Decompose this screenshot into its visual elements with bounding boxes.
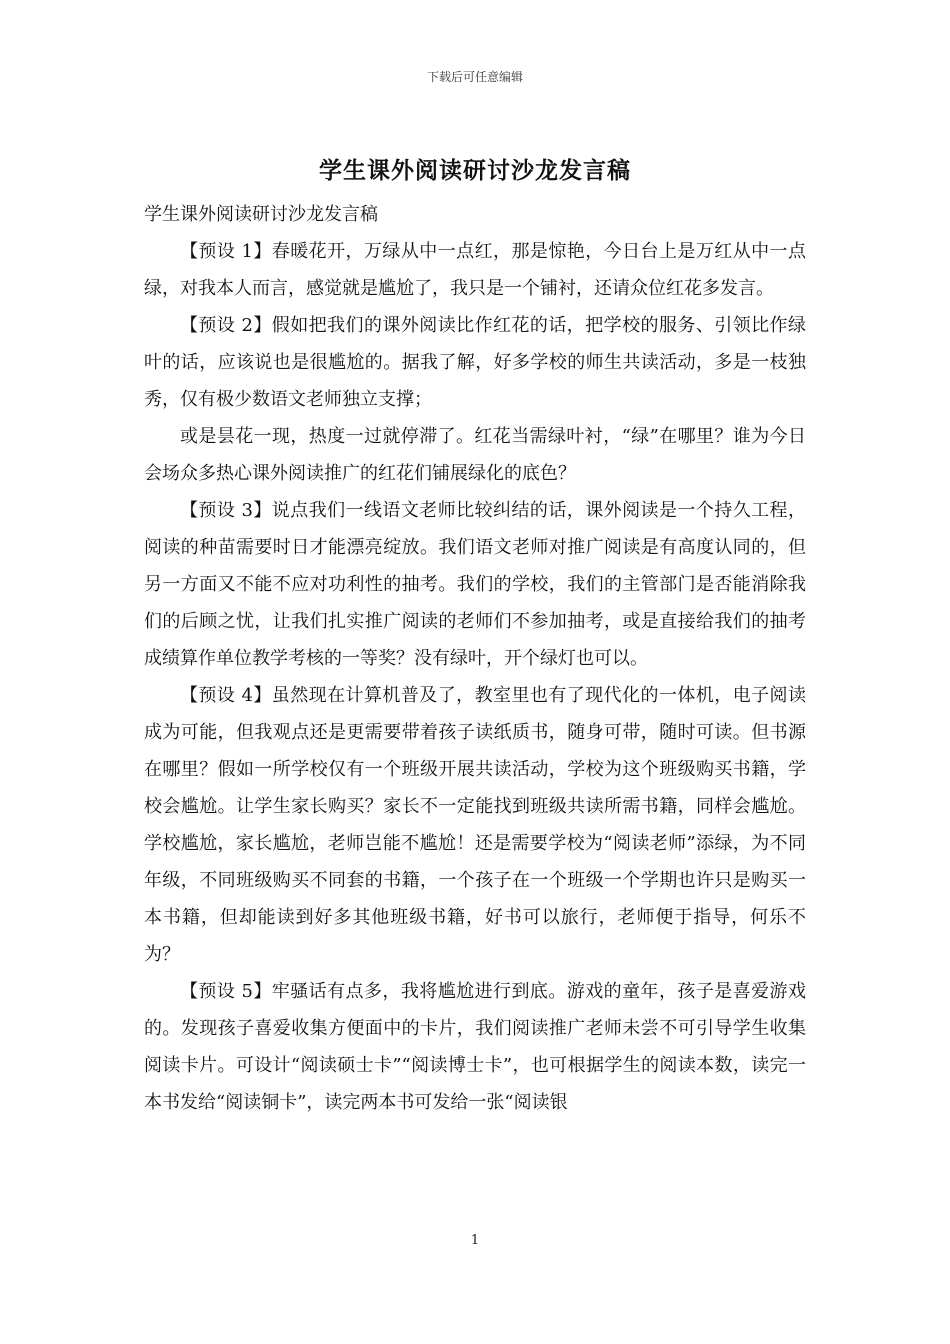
paragraph-preset-2-continued: 或是昙花一现，热度一过就停滞了。红花当需绿叶衬，“绿”在哪里？谁为今日会场众多热心课外阅读推广的红花们铺展绿化的底色？ <box>144 426 806 484</box>
document-body <box>144 196 806 1121</box>
document-subtitle: 学生课外阅读研讨沙龙发言稿 <box>144 204 378 225</box>
document-title: 学生课外阅读研讨沙龙发言稿 <box>319 157 631 184</box>
page-header-note: 下载后可任意编辑 <box>426 70 523 84</box>
paragraph-preset-4: 【预设 4】虽然现在计算机普及了，教室里也有了现代化的一体机，电子阅读成为可能，但我观点还是更需要带着孩子读纸质书，随身可带，随时可读。但书源在哪里？假如一所学校仅有一个班级开展共读活动，学校为这个班级购买书籍，学校会尴尬。让学生家长购买？家长不一定能找到班级共读所需书籍，同样会尴尬。学校尴尬，家长尴尬，老师岂能不尴尬！还是需要学校为“阅读老师”添绿，为不同年级，不同班级购买不同套的书籍，一个孩子在一个班级一个学期也许只是购买一本书籍，但却能读到好多其他班级书籍，好书可以旅行，老师便于指导，何乐不为？ <box>144 685 806 965</box>
page-number: 1 <box>470 1233 480 1248</box>
paragraph-preset-1: 【预设 1】春暖花开，万绿从中一点红，那是惊艳，今日台上是万红从中一点绿，对我本人而言，感觉就是尴尬了，我只是一个铺衬，还请众位红花多发言。 <box>144 241 806 299</box>
paragraph-preset-3: 【预设 3】说点我们一线语文老师比较纠结的话，课外阅读是一个持久工程，阅读的种苗需要时日才能漂亮绽放。我们语文老师对推广阅读是有高度认同的，但另一方面又不能不应对功利性的抽考。我们的学校，我们的主管部门是否能消除我们的后顾之忧，让我们扎实推广阅读的老师们不参加抽考，或是直接给我们的抽考成绩算作单位教学考核的一等奖？没有绿叶，开个绿灯也可以。 <box>144 500 806 669</box>
paragraph-preset-2: 【预设 2】假如把我们的课外阅读比作红花的话，把学校的服务、引领比作绿叶的话，应该说也是很尴尬的。据我了解，好多学校的师生共读活动，多是一枝独秀，仅有极少数语文老师独立支撑； <box>144 315 806 410</box>
paragraph-preset-5: 【预设 5】牢骚话有点多，我将尴尬进行到底。游戏的童年，孩子是喜爱游戏的。发现孩子喜爱收集方便面中的卡片，我们阅读推广老师未尝不可引导学生收集阅读卡片。可设计“阅读硕士卡”“阅读博士卡”，也可根据学生的阅读本数，读完一本书发给“阅读铜卡”，读完两本书可发给一张“阅读银 <box>144 981 806 1113</box>
